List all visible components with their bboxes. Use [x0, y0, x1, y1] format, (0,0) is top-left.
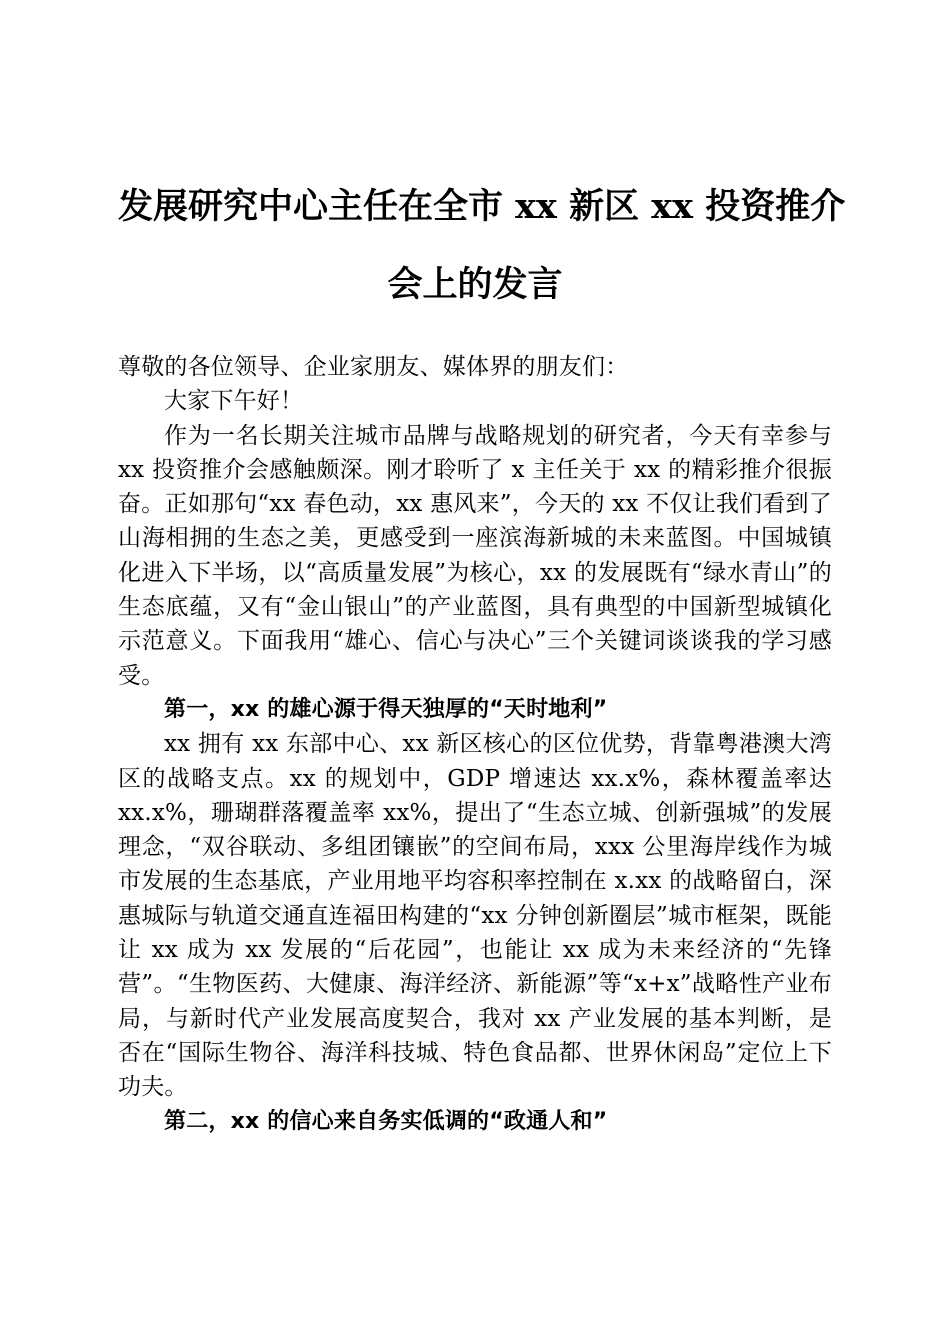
document-body — [118, 350, 832, 1139]
title-line-1: 发展研究中心主任在全市 xx 新区 xx 投资推介 — [118, 186, 846, 227]
document-title — [118, 168, 846, 324]
section-heading-2: 第二，xx 的信心来自务实低调的“政通人和” — [164, 1108, 608, 1134]
section-paragraph-1: xx 拥有 xx 东部中心、xx 新区核心的区位优势，背靠粤港澳大湾区的战略支点。xx 的规划中，GDP 增速达 xx.x%，森林覆盖率达 xx.x%，珊瑚群落覆盖率 xx%，提出了“生态立城、创新强城”的发展理念，“双谷联动、多组团镶嵌”的空间布局，xxx 公里海岸线作为城市发展的生态基底，产业用地平均容积率控制在 x.xx 的战略留白，深惠城际与轨道交通直连福田构建的“xx 分钟创新圈层”城市框架，既能让 xx 成为 xx 发展的“后花园”，也能让 xx 成为未来经济的“先锋营”。“生物医药、大健康、海洋经济、新能源”等“x+x”战略性产业布局，与新时代产业发展高度契合，我对 xx 产业发展的基本判断，是否在“国际生物谷、海洋科技城、特色食品都、世界休闲岛”定位上下功夫。 — [118, 731, 832, 1101]
intro-paragraph: 作为一名长期关注城市品牌与战略规划的研究者，今天有幸参与 xx 投资推介会感触颇深。刚才聆听了 x 主任关于 xx 的精彩推介很振奋。正如那句“xx 春色动，xx 惠风来”，今天的 xx 不仅让我们看到了山海相拥的生态之美，更感受到一座滨海新城的未来蓝图。中国城镇化进入下半场，以“高质量发展”为核心，xx 的发展既有“绿水青山”的生态底蕴，又有“金山银山”的产业蓝图，具有典型的中国新型城镇化示范意义。下面我用“雄心、信心与决心”三个关键词谈谈我的学习感受。 — [118, 422, 832, 689]
greeting: 大家下午好！ — [164, 388, 304, 415]
section-heading-1: 第一，xx 的雄心源于得天独厚的“天时地利” — [164, 696, 608, 722]
title-line-2: 会上的发言 — [387, 264, 563, 305]
salutation: 尊敬的各位领导、企业家朋友、媒体界的朋友们： — [118, 354, 629, 380]
